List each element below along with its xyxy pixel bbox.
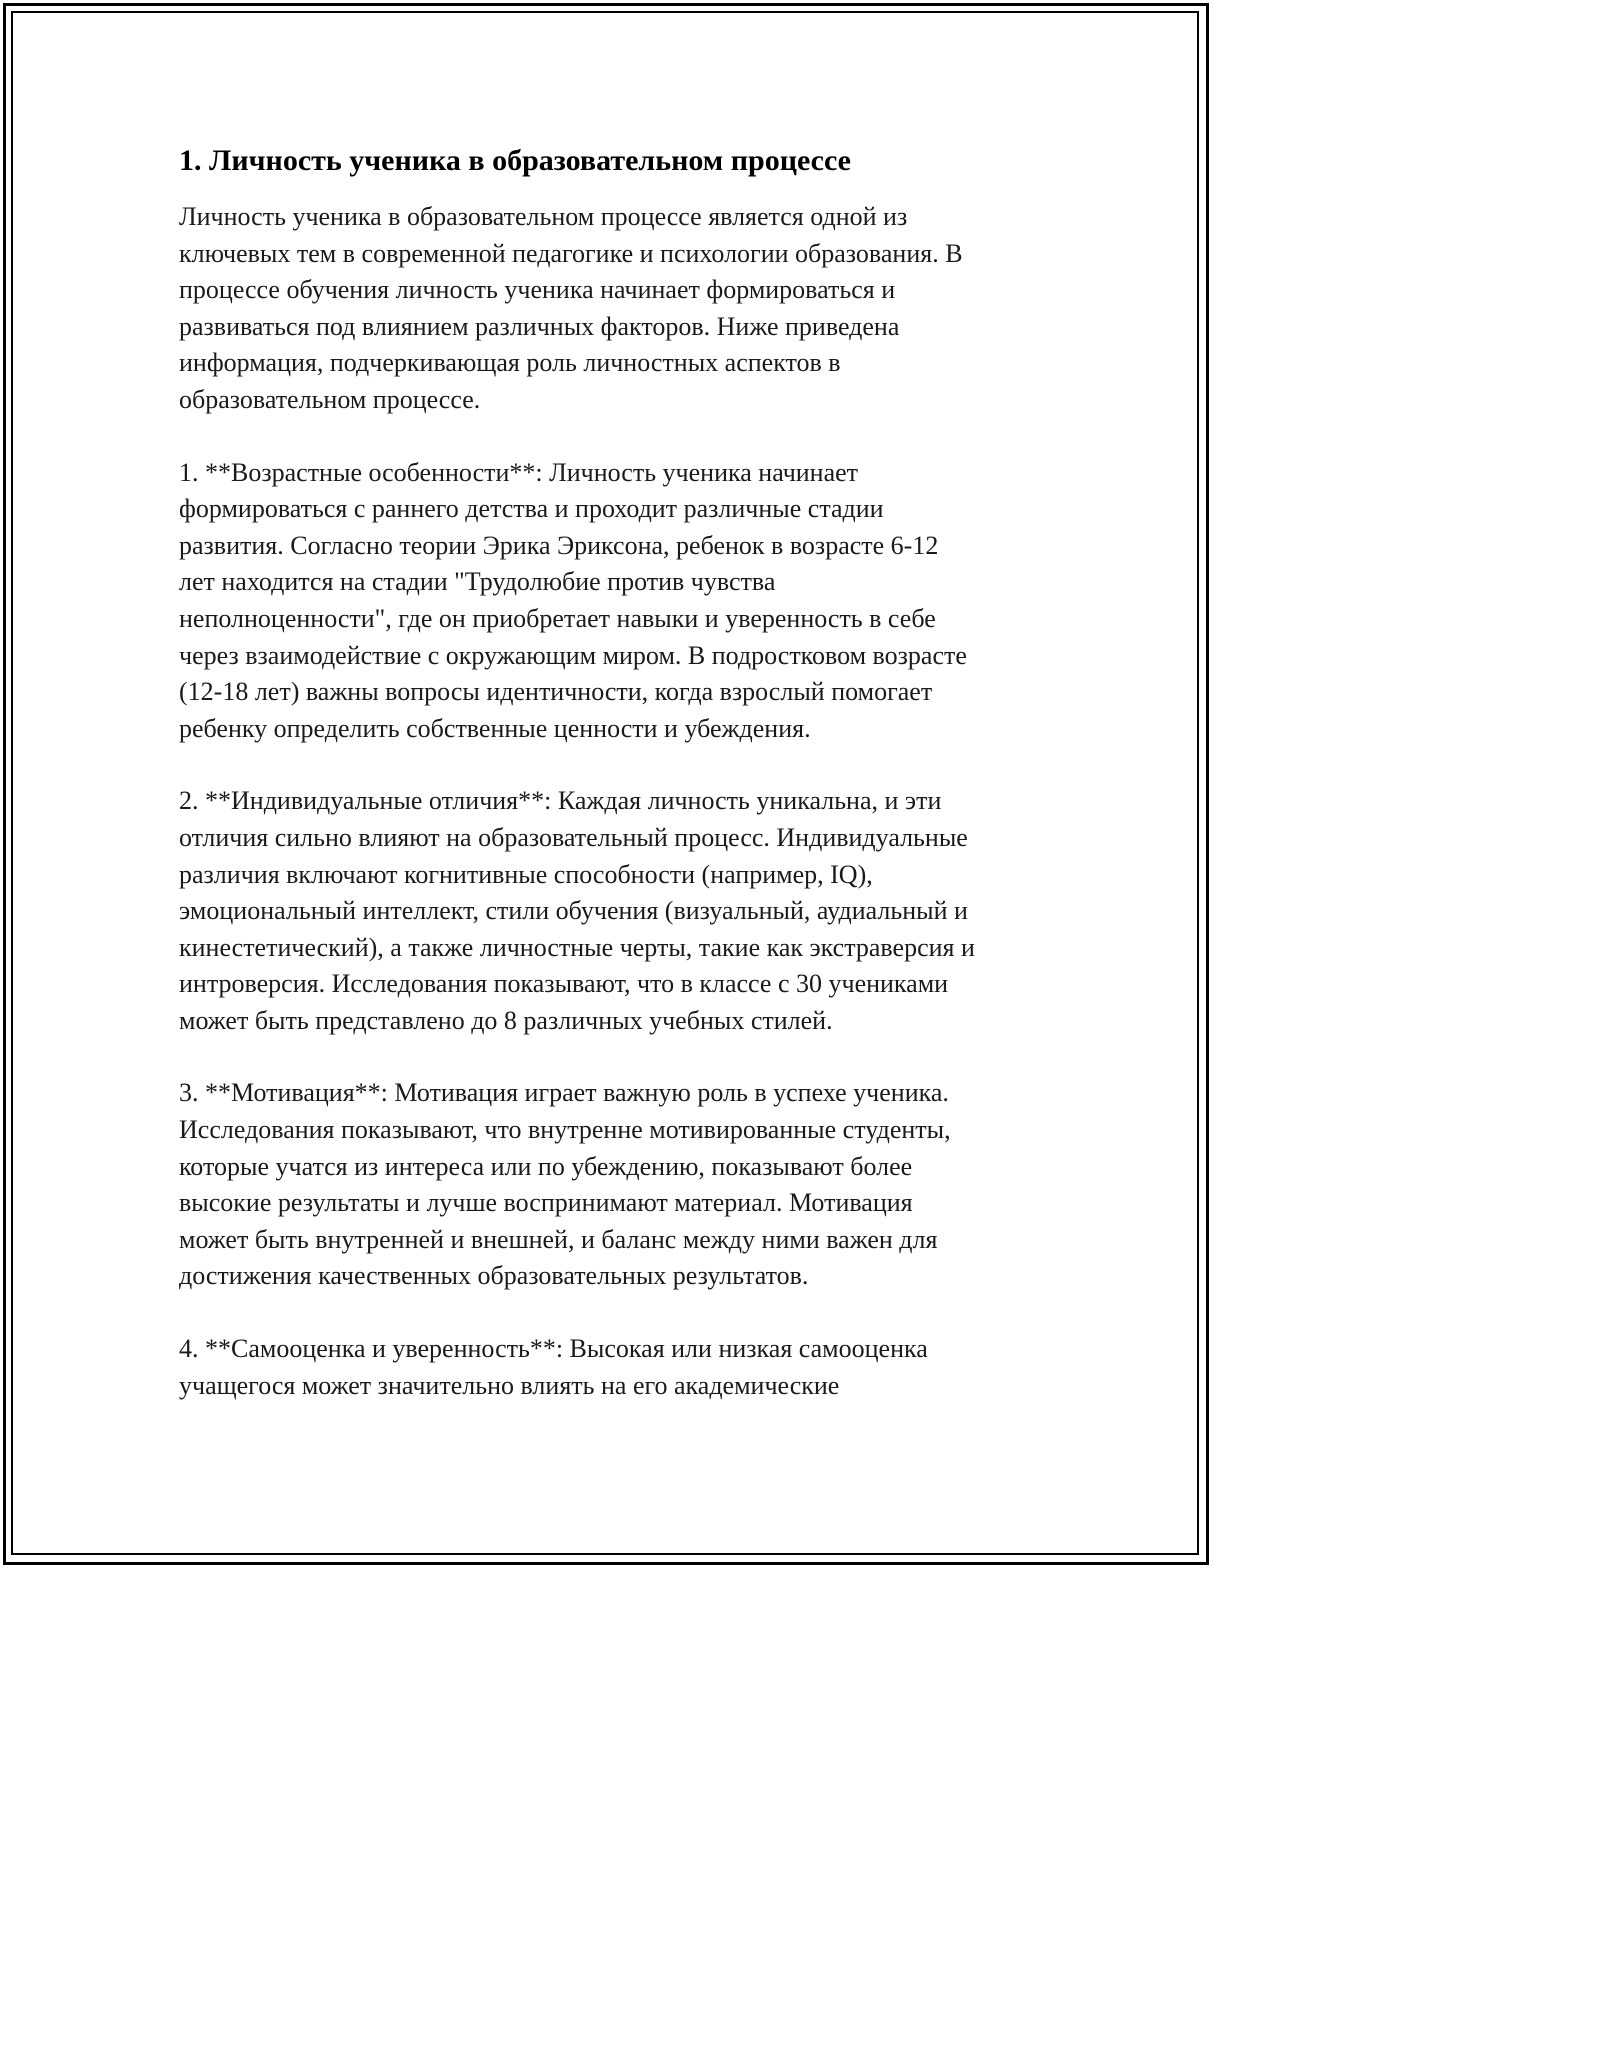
document-body <box>179 141 1039 1440</box>
section-heading: 1. Личность ученика в образовательном процессе <box>179 144 851 177</box>
point-individual-differences: 2. **Индивидуальные отличия**: Каждая личность уникальна, и эти отличия сильно влияют на образовательный процесс. Индивидуальные различия включают когнитивные способности (например, IQ), эмоциональный интеллект, стили обучения (визуальный, аудиальный и кинестетический), а также личностные черты, такие как экстраверсия и интроверсия. Исследования показывают, что в классе с 30 учениками может быть представлено до 8 различных учебных стилей. <box>179 786 975 1035</box>
point-age-features: 1. **Возрастные особенности**: Личность ученика начинает формироваться с раннего детства и проходит различные стадии развития. Согласно теории Эрика Эриксона, ребенок в возрасте 6-12 лет находится на стадии "Трудолюбие против чувства неполноценности", где он приобретает навыки и уверенность в себе через взаимодействие с окружающим миром. В подростковом возрасте (12-18 лет) важны вопросы идентичности, когда взрослый помогает ребенку определить собственные ценности и убеждения. <box>179 457 967 743</box>
intro-paragraph: Личность ученика в образовательном процессе является одной из ключевых тем в современной педагогике и психологии образования. В процессе обучения личность ученика начинает формироваться и развиваться под влиянием различных факторов. Ниже приведена информация, подчеркивающая роль личностных аспектов в образовательном процессе. <box>179 202 963 414</box>
point-motivation: 3. **Мотивация**: Мотивация играет важную роль в успехе ученика. Исследования показывают, что внутренне мотивированные студенты, которые учатся из интереса или по убеждению, показывают более высокие результаты и лучше воспринимают материал. Мотивация может быть внутренней и внешней, и баланс между ними важен для достижения качественных образовательных результатов. <box>179 1078 951 1291</box>
point-self-esteem: 4. **Самооценка и уверенность**: Высокая или низкая самооценка учащегося может значительно влиять на его академические <box>179 1334 928 1400</box>
